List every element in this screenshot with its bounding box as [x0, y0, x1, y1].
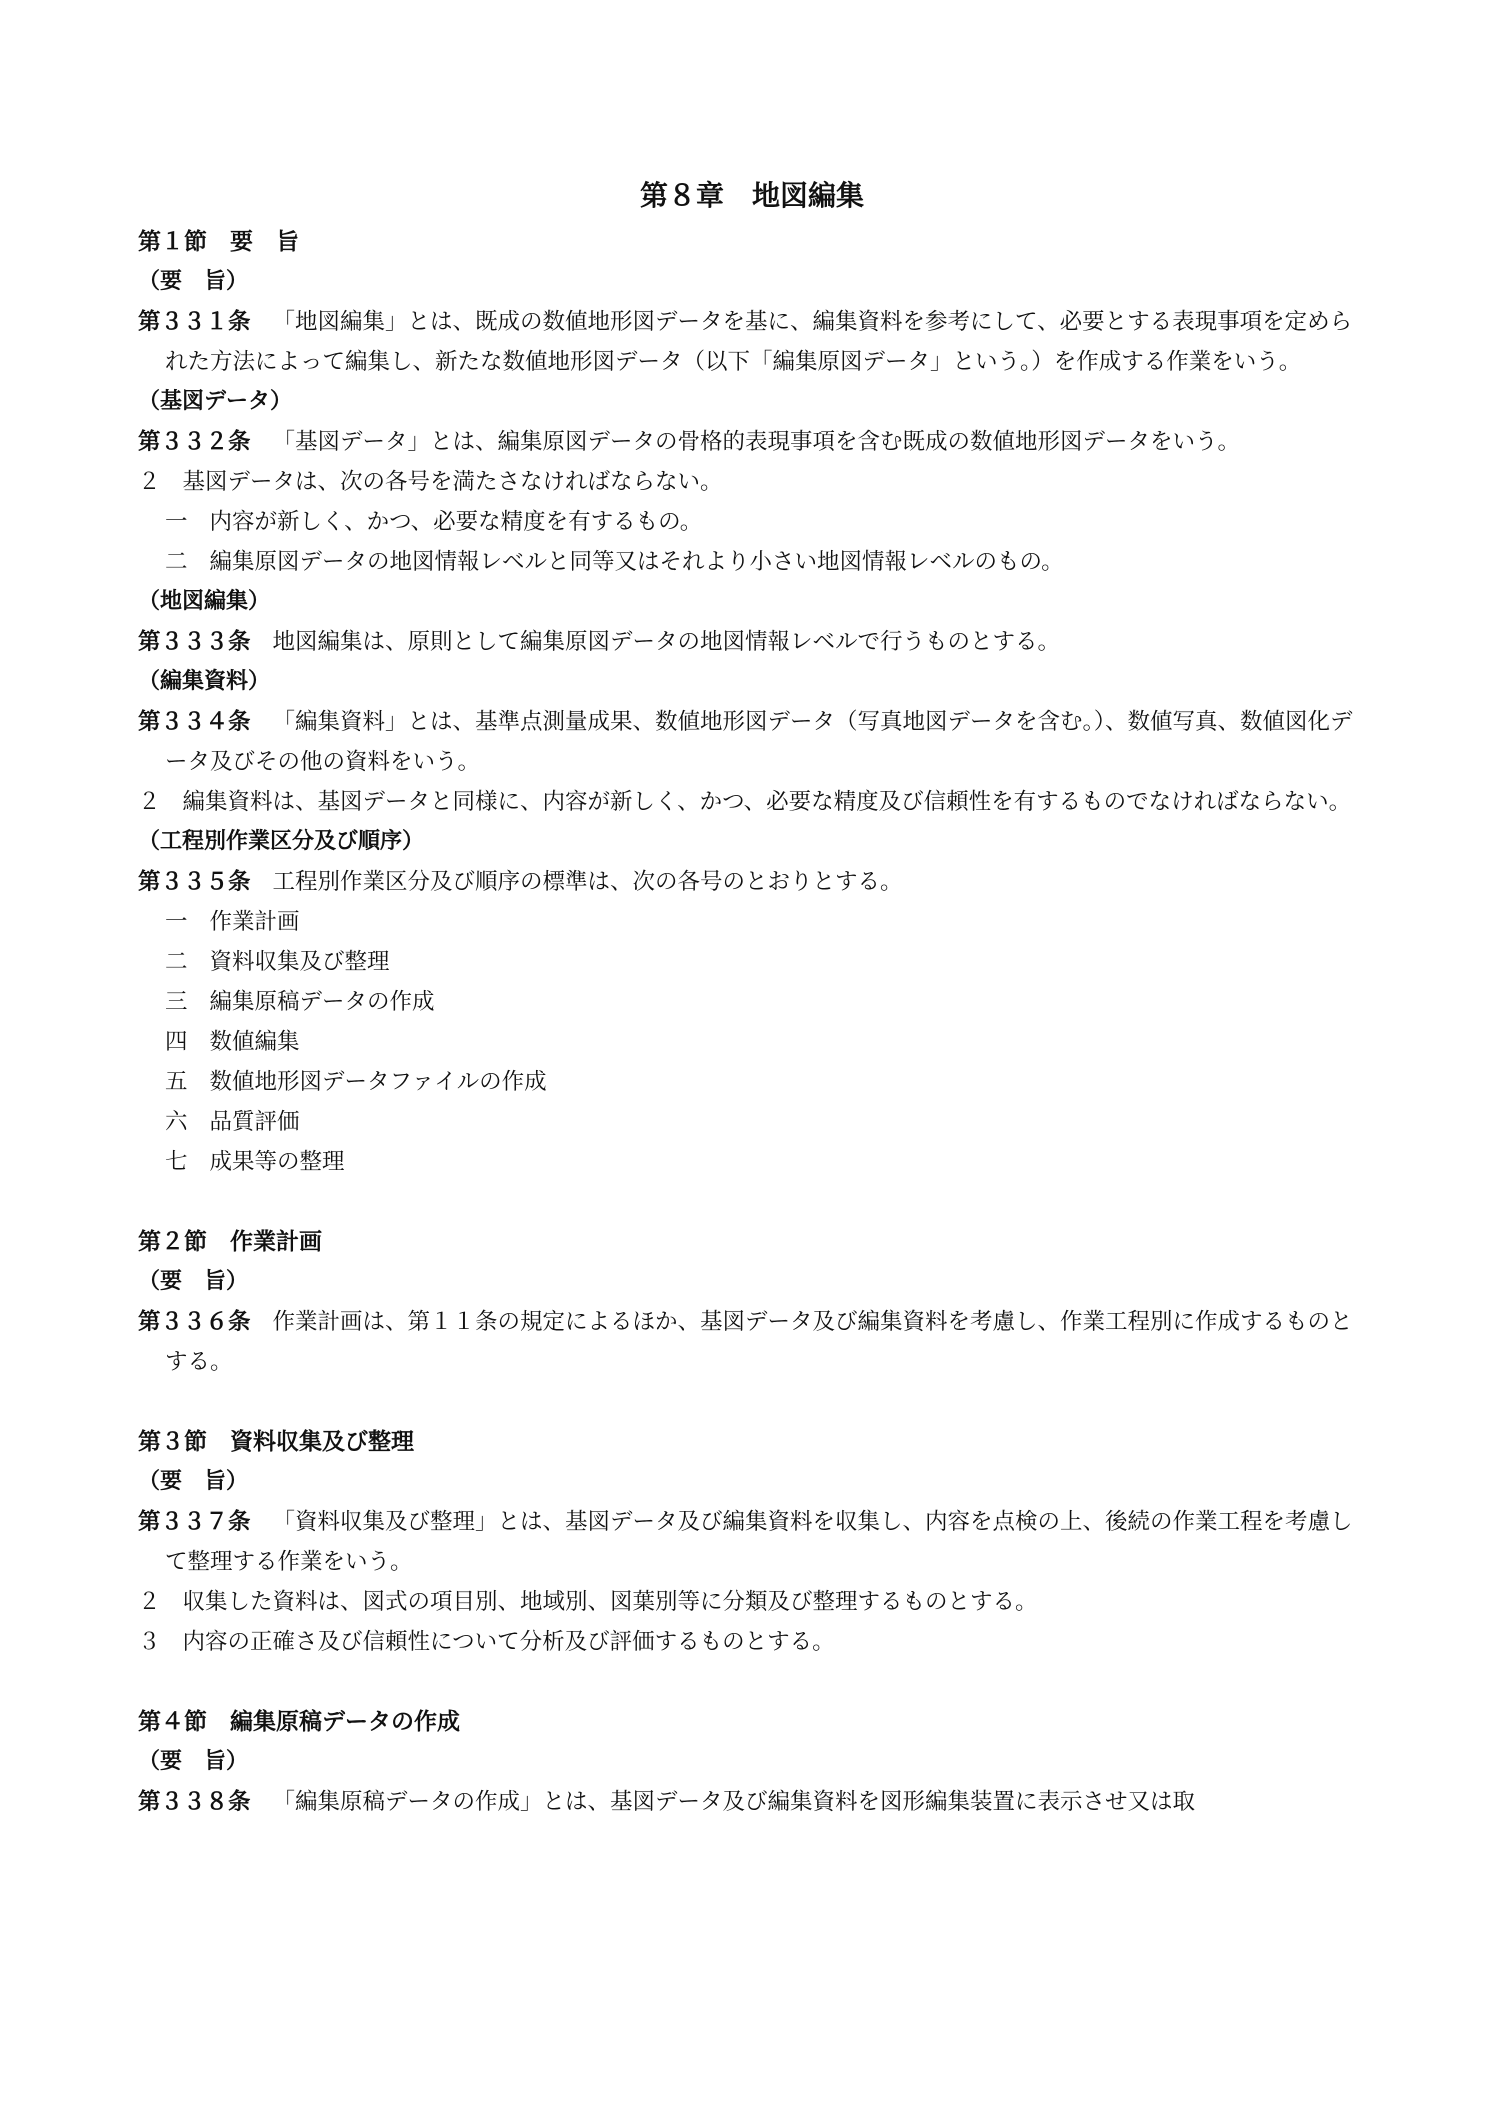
article-caption: （要 旨）	[138, 1749, 249, 1774]
article-number: 第３３１条	[138, 309, 251, 335]
item-number: 三	[165, 989, 188, 1015]
section-heading: 第２節 作業計画	[138, 1229, 322, 1255]
item-number: 七	[165, 1149, 188, 1175]
article-caption: （基図データ）	[138, 389, 293, 414]
article	[138, 1302, 1366, 1382]
list-item	[138, 982, 1366, 1022]
item-text: 資料収集及び整理	[209, 949, 390, 975]
item-text: 成果等の整理	[209, 1149, 345, 1175]
article	[138, 422, 1366, 462]
list-item	[138, 1062, 1366, 1102]
item-text: 編集原稿データの作成	[209, 989, 435, 1015]
paragraph	[138, 782, 1366, 822]
item-text: 数値編集	[209, 1029, 300, 1055]
paragraph-number: ２	[138, 789, 161, 815]
article-caption: （要 旨）	[138, 269, 249, 294]
paragraph-number: ２	[138, 469, 161, 495]
section-heading: 第３節 資料収集及び整理	[138, 1429, 414, 1455]
article	[138, 862, 1366, 902]
article-text: 「地図編集」とは、既成の数値地形図データを基に、編集資料を参考にして、必要とする表現事項を定められた方法によって編集し、新たな数値地形図データ（以下「編集原図データ」という。）を作成する作業をいう。	[165, 309, 1353, 375]
item-text: 数値地形図データファイルの作成	[209, 1069, 547, 1095]
item-number: 一	[165, 509, 188, 535]
paragraph	[138, 1622, 1366, 1662]
paragraph	[138, 1582, 1366, 1622]
article-text: 作業計画は、第１１条の規定によるほか、基図データ及び編集資料を考慮し、作業工程別に作成するものとする。	[165, 1309, 1353, 1375]
paragraph-number: ２	[138, 1589, 161, 1615]
list-item	[138, 542, 1366, 582]
list-item	[138, 1142, 1366, 1182]
article-text: 工程別作業区分及び順序の標準は、次の各号のとおりとする。	[272, 869, 903, 895]
article-number: 第３３６条	[138, 1309, 251, 1335]
article-text: 「資料収集及び整理」とは、基図データ及び編集資料を収集し、内容を点検の上、後続の作業工程を考慮して整理する作業をいう。	[165, 1509, 1353, 1575]
article-text: 「編集原稿データの作成」とは、基図データ及び編集資料を図形編集装置に表示させ又は取	[272, 1789, 1196, 1815]
item-text: 編集原図データの地図情報レベルと同等又はそれより小さい地図情報レベルのもの。	[209, 549, 1064, 575]
article-number: 第３３２条	[138, 429, 251, 455]
list-item	[138, 902, 1366, 942]
item-text: 作業計画	[209, 909, 300, 935]
article-caption: （要 旨）	[138, 1269, 249, 1294]
article-number: 第３３４条	[138, 709, 251, 735]
item-number: 一	[165, 909, 188, 935]
item-text: 品質評価	[209, 1109, 300, 1135]
article-caption: （工程別作業区分及び順序）	[138, 829, 425, 854]
item-text: 内容が新しく、かつ、必要な精度を有するもの。	[209, 509, 703, 535]
article-number: 第３３８条	[138, 1789, 251, 1815]
list-item	[138, 1022, 1366, 1062]
item-number: 二	[165, 549, 188, 575]
article-number: 第３３５条	[138, 869, 251, 895]
section-heading: 第４節 編集原稿データの作成	[138, 1709, 460, 1735]
article-text: 「編集資料」とは、基準点測量成果、数値地形図データ（写真地図データを含む。）、数値写真、数値図化データ及びその他の資料をいう。	[165, 709, 1353, 775]
paragraph	[138, 462, 1366, 502]
section-heading: 第１節 要 旨	[138, 229, 299, 255]
paragraph-text: 内容の正確さ及び信頼性について分析及び評価するものとする。	[182, 1629, 835, 1655]
document-body	[138, 172, 1366, 1822]
article-caption: （地図編集）	[138, 589, 271, 614]
article	[138, 1502, 1366, 1582]
paragraph-text: 編集資料は、基図データと同様に、内容が新しく、かつ、必要な精度及び信頼性を有するものでなければならない。	[182, 789, 1352, 815]
item-number: 二	[165, 949, 188, 975]
article	[138, 1782, 1366, 1822]
item-number: 四	[165, 1029, 188, 1055]
list-item	[138, 1102, 1366, 1142]
article-caption: （要 旨）	[138, 1469, 249, 1494]
paragraph-text: 収集した資料は、図式の項目別、地域別、図葉別等に分類及び整理するものとする。	[182, 1589, 1038, 1615]
article	[138, 302, 1366, 382]
article	[138, 702, 1366, 782]
list-item	[138, 502, 1366, 542]
chapter-title: 第８章 地図編集	[639, 179, 864, 212]
article-text: 「基図データ」とは、編集原図データの骨格的表現事項を含む既成の数値地形図データをいう。	[272, 429, 1241, 455]
list-item	[138, 942, 1366, 982]
article-caption: （編集資料）	[138, 669, 271, 694]
article-number: 第３３７条	[138, 1509, 251, 1535]
item-number: 六	[165, 1109, 188, 1135]
article-text: 地図編集は、原則として編集原図データの地図情報レベルで行うものとする。	[272, 629, 1061, 655]
article-number: 第３３３条	[138, 629, 251, 655]
item-number: 五	[165, 1069, 188, 1095]
article	[138, 622, 1366, 662]
paragraph-text: 基図データは、次の各号を満たさなければならない。	[182, 469, 723, 495]
paragraph-number: ３	[138, 1629, 161, 1655]
